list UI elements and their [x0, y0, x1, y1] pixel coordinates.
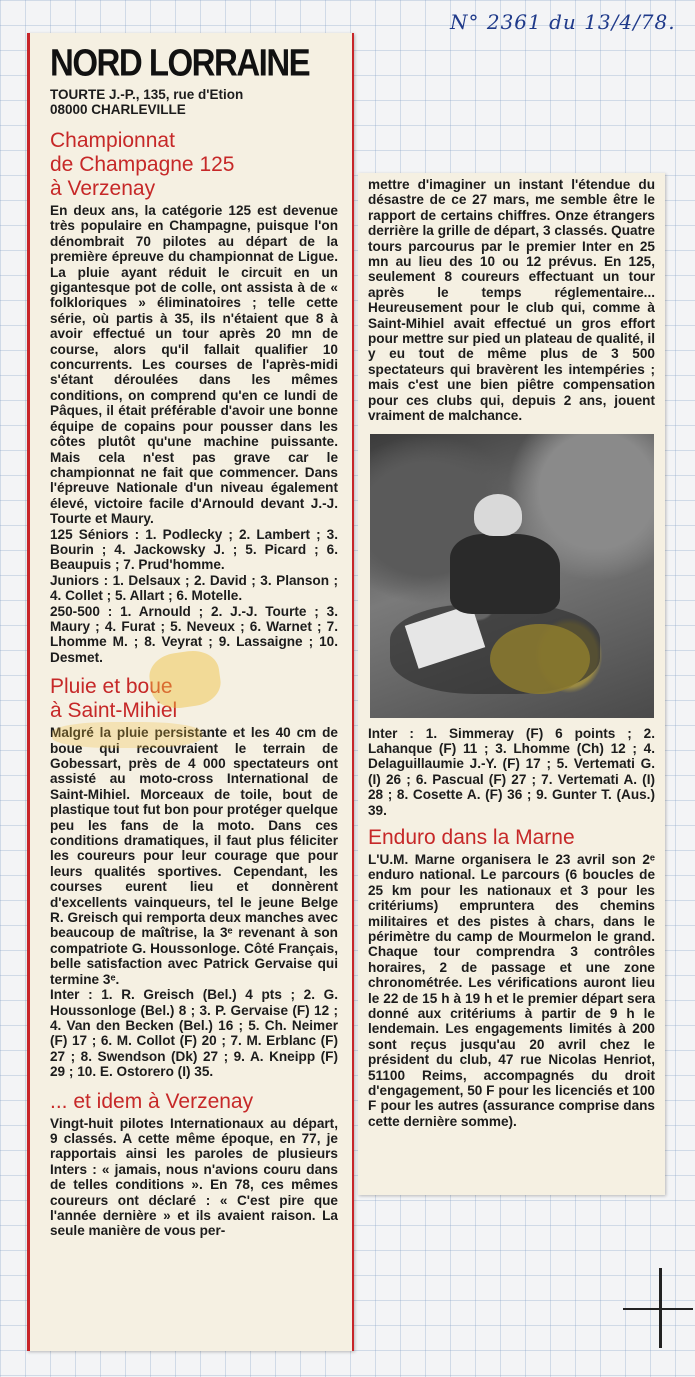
article-1-title-line-2: de Champagne 125	[50, 153, 235, 176]
article-1-title-line-1: Championnat	[50, 129, 175, 152]
motocross-photo	[370, 434, 654, 718]
enduro-body: L'U.M. Marne organisera le 23 avril son 2ᵉ enduro national. Le parcours (6 boucles de 25 km pour les nationaux et 3 pour les critériums) empruntera des chemins militaires et des pistes à chars, dans le périmètre du camp de Mourmelon le grand. Chaque tour comprendra 3 contrôles horaires, 2 de passage et une zone chronométrée. Les vérifications auront lieu le 22 de 15 h à 19 h et le premier départ sera donné aux critériums à partir de 9 h le lendemain. Les engagements limités à 200 sont reçus jusqu'au 20 avril chez le président du club, 47 rue Nicolas Henriot, 51100 Reims, accompagnés du droit d'engagement, 50 F pour les licenciés et 100 F pour les autres (assurance comprise dans cette dernière somme).	[368, 851, 655, 1129]
article-1-results-juniors: Juniors : 1. Delsaux ; 2. David ; 3. Planson ; 4. Collet ; 5. Allart ; 6. Motelle.	[50, 572, 338, 604]
photo-mud-splash	[490, 624, 590, 694]
photo-rider	[450, 534, 560, 614]
article-1-title	[50, 129, 338, 201]
address-line-2: 08000 CHARLEVILLE	[50, 102, 186, 117]
inter-results: Inter : 1. Simmeray (F) 6 points ; 2. Lahanque (F) 11 ; 3. Lhomme (Ch) 12 ; 4. Delaguillaumie J.-Y. (F) 17 ; 5. Vertemati G. (I) 26 ; 6. Pascual (F) 27 ; 7. Vertemati A. (I) 28 ; 8. Cosette A. (F) 36 ; 9. Gunter T. (Aus.) 39.	[368, 725, 655, 818]
right-clipping	[358, 173, 665, 1195]
article-2-title	[50, 675, 338, 723]
continuation-text: mettre d'imaginer un instant l'étendue du désastre de ce 27 mars, me semble être le rapport de certains chiffres. Onze étrangers derrière la grille de départ, 3 classés. Quatre tours parcourus par le premier Inter en 25 mn au lieu des 10 ou 12 prévus. En 125, seulement 8 coureurs effectuant un tour après le temps réglementaire... Heureusement pour le club qui, comme à Saint-Mihiel avait effectué un gros effort pour mettre sur pied un plateau de qualité, il y eu tout de même plus de 3 500 spectateurs qui bravèrent les intempéries ; mais c'est une bien piêtre compensation pour ces clubs qui, depuis 2 ans, jouent vraiment de malchance.	[368, 177, 655, 424]
article-2-body: Malgré la pluie persistante et les 40 cm de boue qui recouvraient le terrain de Gobessart, près de 4 000 spectateurs ont assisté au moto-cross International de Saint-Mihiel. Morceaux de toile, bout de plastique tout fut bon pour protéger quelque peu les fans de la moto. Dans ces conditions dramatiques, il faut plus féliciter les coureurs pour leur courage que pour leurs qualités sportives. Cependant, les courses eurent lieu et donnèrent d'excellents vainqueurs, tel le jeune Belge R. Greisch qui remporta deux manches avec beaucoup de maîtrise, la 3ᵉ revenant à son compatriote G. Houssonloge. Côté Français, belle satisfaction avec Patrick Gervaise qui termine 3ᵉ.	[50, 725, 338, 987]
pen-mark-horizontal	[623, 1308, 693, 1310]
article-2-results: Inter : 1. R. Greisch (Bel.) 4 pts ; 2. G. Houssonloge (Bel.) 8 ; 3. P. Gervaise (F) 12 ; 4. Van den Becken (Bel.) 16 ; 5. Ch. Neimer (F) 17 ; 6. M. Collot (F) 20 ; 7. M. Erblanc (F) 27 ; 8. Swendson (Dk) 27 ; 9. A. Kneipp (F) 29 ; 10. E. Ostorero (I) 35.	[50, 987, 338, 1080]
handwritten-annotation: N° 2361 du 13/4/78.	[450, 10, 676, 34]
article-1-results-seniors: 125 Séniors : 1. Podlecky ; 2. Lambert ; 3. Bourin ; 4. Jackowsky J. ; 5. Picard ; 6. Beaupuis ; 7. Prud'homme.	[50, 526, 338, 573]
address-block	[50, 87, 338, 117]
masthead: NORD LORRAINE	[50, 41, 310, 84]
article-3-title	[50, 1090, 338, 1114]
enduro-title: Enduro dans la Marne	[368, 825, 575, 849]
address-line-1: TOURTE J.-P., 135, rue d'Etion	[50, 87, 244, 102]
article-3-title-line-1: ... et idem à Verzenay	[50, 1089, 254, 1113]
article-3-body: Vingt-huit pilotes Internationaux au départ, 9 classés. A cette même époque, en 77, je rapportais ainsi les paroles de plusieurs Inters : « jamais, nous n'avions couru dans de telles conditions ». En 78, ces mêmes coureurs ont déclaré : « C'est pire que l'année dernière » et ils avaient raison. La seule manière de vous per-	[50, 1115, 338, 1239]
photo-helmet	[474, 494, 522, 536]
article-2-title-line-1: Pluie et boue	[50, 675, 173, 699]
article-1-results-250-500: 250-500 : 1. Arnould ; 2. J.-J. Tourte ; 3. Maury ; 4. Furat ; 5. Neveux ; 6. Warnet ; 7. Lhomme M. ; 8. Veyrat ; 9. Lassaigne ; 10. Desmet.	[50, 603, 338, 665]
left-clipping	[27, 33, 354, 1351]
article-2-title-line-2: à Saint-Mihiel	[50, 699, 178, 723]
article-1-title-line-3: à Verzenay	[50, 177, 156, 200]
article-1-body: En deux ans, la catégorie 125 est devenue très populaire en Champagne, puisque l'on dénombrait 70 pilotes au départ de la première épreuve du championnat de Ligue. La pluie ayant réduit le circuit en un gigantesque pot de colle, ont assista à de « folkloriques » éliminatoires ; telle cette série, où partis à 35, ils n'étaient que 8 à avoir effectué un tour après 20 mn de course, alors qu'il fallait qualifier 10 concurrents. Les courses de l'après-midi s'étant déroulées dans les mêmes conditions, on comprend qu'en ce lundi de Pâques, il était préférable d'avoir une bonne équipe de copains pour pousser dans les côtes plutôt qu'une machine puissante. Mais cela n'est pas grave car le championnat ne fait que commencer. Dans l'épreuve Nationale d'un niveau également élevé, victoire facile d'Arnould devant J.-J. Tourte et Maury.	[50, 203, 338, 527]
